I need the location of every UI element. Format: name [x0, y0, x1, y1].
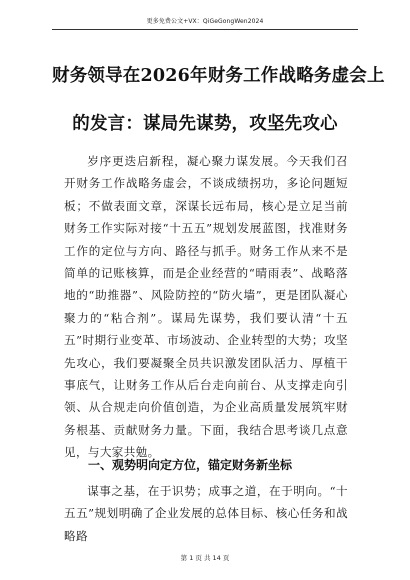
- body-paragraph: 谋事之基，在于识势；成事之道，在于明向。“十五五”规划明确了企业发展的总体目标、核心任务和战略路: [64, 484, 348, 543]
- document-title-line-1: 财务领导在2026年财务工作战略务虚会上: [52, 66, 385, 86]
- page-header: 更多免费公文+VX：QiGeGongWen2024: [146, 18, 264, 25]
- header-divider: [52, 29, 358, 30]
- section-heading: 一、观势明向定方位，锚定财务新坐标: [88, 458, 293, 472]
- document-title-line-2: 的发言：谋局先谋势，攻坚先攻心: [72, 114, 338, 134]
- body-paragraph: 岁序更迭启新程，凝心聚力谋发展。今天我们召开财务工作战略务虚会，不谈成绩拐功，多论问题短板；不做表面文章，深谋长远布局，核心是立足当前财务工作实际对接“十五五”规划发展蓝图，找准财务工作的定位与方向、路径与抓手。财务工作从来不是简单的记账核算，而是企业经营的“晴雨表”、战略落地的“助推器”、风险防控的“防火墙”，更是团队凝心聚力的“粘合剂”。谋局先谋势，我们要认清“十五五”时期行业变革、市场波动、企业转型的大势；攻坚先攻心，我们要凝聚全员共识激发团队活力、厚植干事底气，让财务工作从后台走向前台、从支撑走向引领、从合规走向价值创造，为企业高质量发展筑牢财务根基、贡献财务力量。下面，我结合思考谈几点意见，与大家共勉。: [64, 154, 348, 460]
- page-footer: 第 1 页 共 14 页: [180, 554, 230, 562]
